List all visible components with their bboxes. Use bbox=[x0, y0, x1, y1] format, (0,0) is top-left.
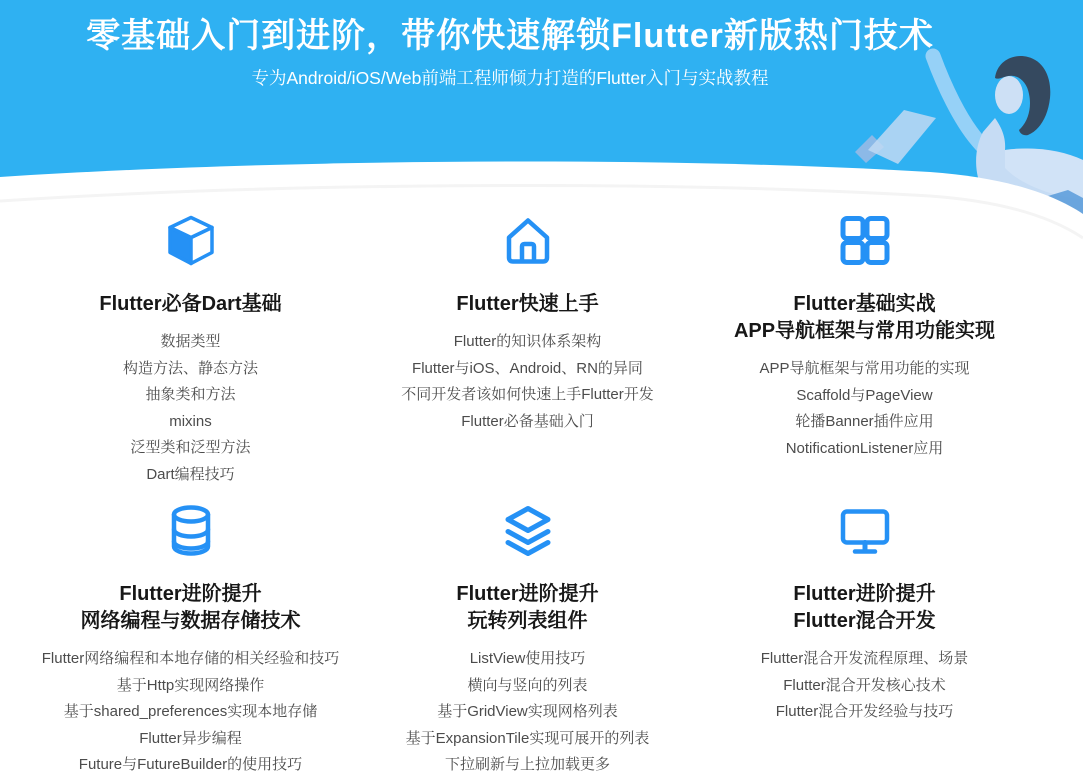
course-topic: Flutter的知识体系架构 bbox=[453, 333, 602, 350]
course-topic: ListView使用技巧 bbox=[469, 650, 586, 667]
course-topic: APP导航框架与常用功能的实现 bbox=[759, 360, 970, 377]
course-topic: 不同开发者该如何快速上手Flutter开发 bbox=[401, 386, 654, 403]
course-topic: 泛型类和泛型方法 bbox=[130, 439, 251, 456]
course-topic: 基于ExpansionTile实现可展开的列表 bbox=[405, 729, 650, 747]
course-section bbox=[696, 212, 1033, 488]
course-topic: 抽象类和方法 bbox=[145, 386, 236, 403]
hero-subtitle: 专为Android/iOS/Web前端工程师倾力打造的Flutter入门与实战教程 bbox=[251, 68, 769, 88]
section-title-line: Flutter必备Dart基础 bbox=[99, 293, 282, 315]
course-topic: Flutter异步编程 bbox=[139, 729, 242, 747]
section-title-line: Flutter基础实战 bbox=[793, 293, 936, 315]
course-section bbox=[696, 502, 1033, 776]
section-title-line: 网络编程与数据存储技术 bbox=[80, 610, 301, 632]
monitor-icon bbox=[837, 502, 893, 559]
course-topic: Flutter网络编程和本地存储的相关经验和技巧 bbox=[41, 650, 340, 667]
section-title bbox=[456, 581, 598, 635]
home-icon bbox=[500, 212, 556, 269]
section-title bbox=[734, 291, 995, 345]
section-topic-list bbox=[123, 329, 258, 488]
course-sections-grid bbox=[22, 212, 1033, 776]
section-title-line: APP导航框架与常用功能实现 bbox=[733, 320, 996, 342]
section-title-line: Flutter进阶提升 bbox=[119, 583, 262, 605]
grid-icon bbox=[837, 212, 893, 269]
course-topic: 构造方法、静态方法 bbox=[122, 359, 258, 377]
course-topic: 数据类型 bbox=[160, 333, 221, 350]
course-section bbox=[22, 502, 359, 776]
section-title bbox=[81, 581, 301, 635]
course-topic: Future与FutureBuilder的使用技巧 bbox=[78, 756, 303, 773]
section-title-line: Flutter混合开发 bbox=[793, 610, 936, 632]
section-topic-list bbox=[759, 356, 969, 462]
section-topic-list bbox=[401, 329, 654, 435]
course-topic: Flutter混合开发经验与技巧 bbox=[775, 703, 954, 720]
course-topic: mixins bbox=[169, 412, 212, 430]
course-topic: 基于Http实现网络操作 bbox=[116, 676, 265, 694]
course-topic: 横向与竖向的列表 bbox=[467, 676, 588, 694]
hero-title: 零基础入门到进阶，带你快速解锁Flutter新版热门技术 bbox=[86, 17, 934, 55]
section-topic-list bbox=[761, 646, 969, 726]
section-topic-list bbox=[42, 646, 340, 776]
section-title-line: Flutter进阶提升 bbox=[793, 583, 936, 605]
course-topic: Flutter混合开发流程原理、场景 bbox=[760, 650, 969, 667]
course-section bbox=[359, 502, 696, 776]
section-topic-list bbox=[406, 646, 650, 776]
section-title bbox=[793, 581, 935, 635]
course-section bbox=[22, 212, 359, 488]
course-topic: Dart编程技巧 bbox=[146, 465, 235, 483]
section-title-line: Flutter进阶提升 bbox=[456, 583, 599, 605]
layers-icon bbox=[500, 502, 556, 559]
database-icon bbox=[163, 502, 219, 559]
section-title-line: Flutter快速上手 bbox=[456, 293, 599, 315]
section-title bbox=[99, 291, 281, 318]
course-section bbox=[359, 212, 696, 488]
section-title bbox=[456, 291, 598, 318]
course-topic: Flutter混合开发核心技术 bbox=[783, 676, 946, 694]
course-topic: 下拉刷新与上拉加载更多 bbox=[444, 756, 610, 773]
course-topic: 基于shared_preferences实现本地存储 bbox=[63, 703, 318, 720]
course-topic: 轮播Banner插件应用 bbox=[795, 413, 934, 430]
course-topic: Flutter与iOS、Android、RN的异同 bbox=[412, 359, 643, 377]
course-topic: Scaffold与PageView bbox=[796, 386, 933, 404]
course-topic: 基于GridView实现网格列表 bbox=[437, 703, 618, 720]
section-title-line: 玩转列表组件 bbox=[467, 610, 588, 632]
course-topic: NotificationListener应用 bbox=[785, 439, 944, 457]
cube-icon bbox=[163, 212, 219, 269]
course-topic: Flutter必备基础入门 bbox=[461, 412, 594, 430]
